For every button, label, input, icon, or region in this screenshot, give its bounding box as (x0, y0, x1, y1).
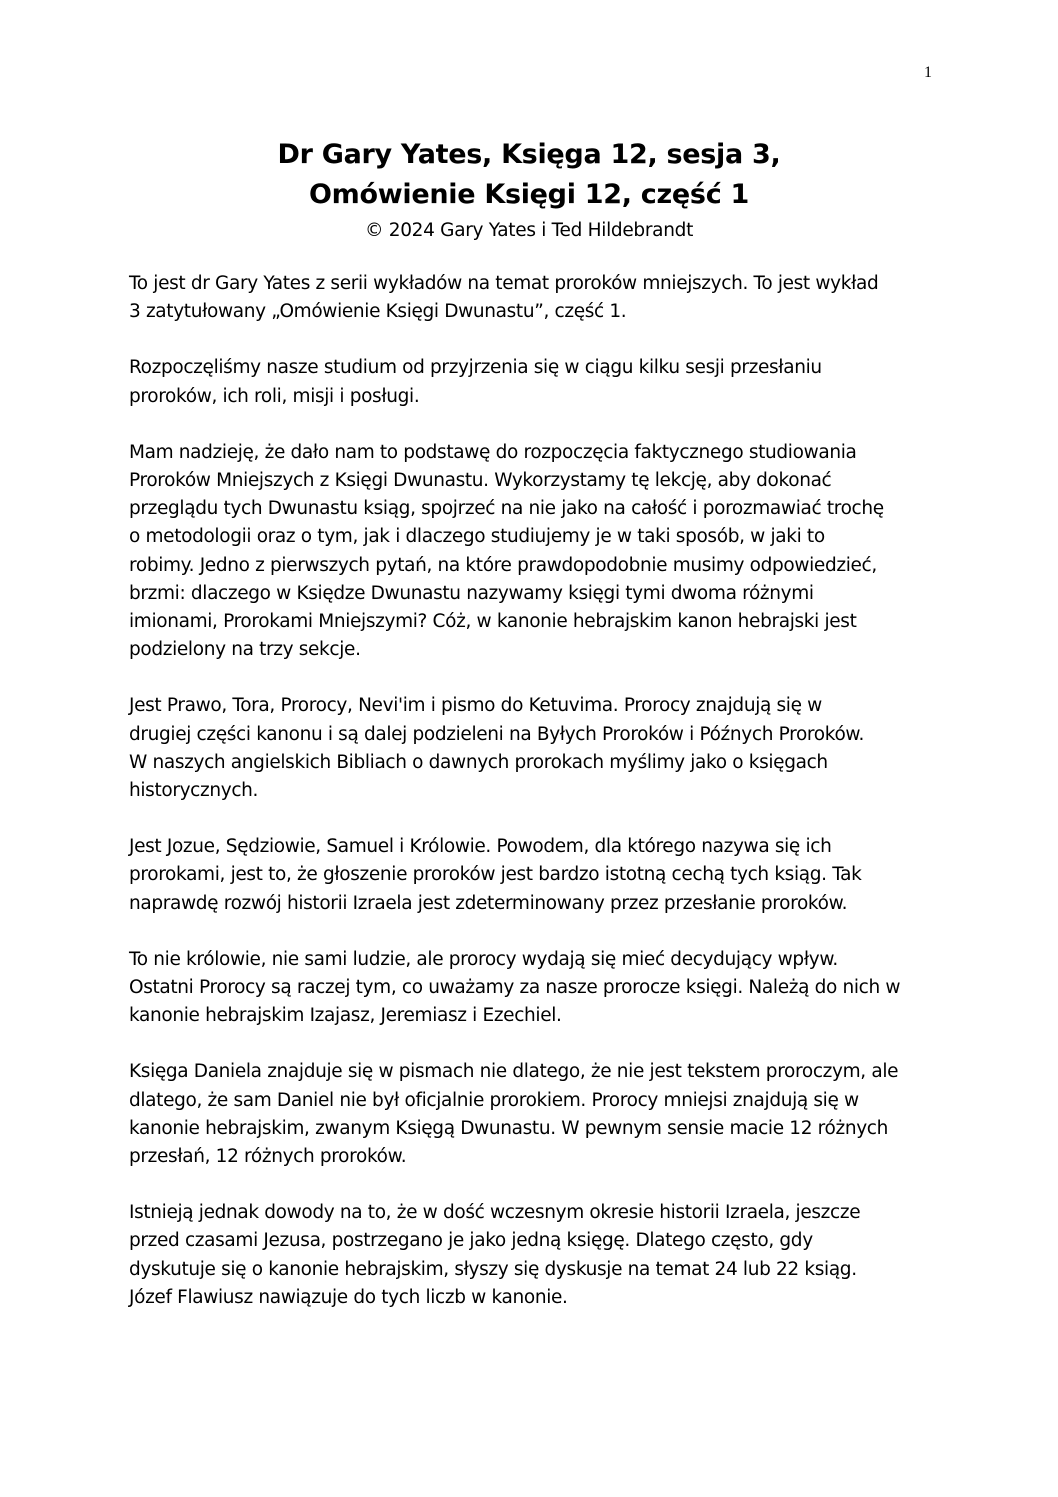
text-line: Księga Daniela znajduje się w pismach nie dlatego, że nie jest tekstem proroczym, ale (129, 1061, 899, 1083)
text-line: prorokami, jest to, że głoszenie proroków jest bardzo istotną cechą tych ksiąg. Tak (129, 864, 862, 886)
text-line: Istnieją jednak dowody na to, że w dość wczesnym okresie historii Izraela, jeszcze (129, 1202, 861, 1224)
text-line: imionami, Prorokami Mniejszymi? Cóż, w kanonie hebrajskim kanon hebrajski jest (129, 611, 857, 633)
text-line: To jest dr Gary Yates z serii wykładów na temat proroków mniejszych. To jest wykład (129, 273, 879, 294)
document-title (0, 135, 1058, 215)
text-line: Józef Flawiusz nawiązuje do tych liczb w kanonie. (129, 1286, 568, 1308)
text-line: kanonie hebrajskim Izajasz, Jeremiasz i Ezechiel. (129, 1005, 562, 1027)
text-line: przesłań, 12 różnych proroków. (129, 1146, 407, 1168)
text-line: dyskutuje się o kanonie hebrajskim, słyszy się dyskusje na temat 24 lub 22 ksiąg. (129, 1258, 857, 1280)
text-line: dlatego, że sam Daniel nie był oficjalnie prorokiem. Prorocy mniejsi znajdują się w (129, 1089, 859, 1111)
paragraph (129, 439, 934, 665)
title-line-1: Dr Gary Yates, Księga 12, sesja 3, (277, 139, 781, 170)
copyright-line: © 2024 Gary Yates i Ted Hildebrandt (364, 220, 694, 241)
text-line: naprawdę rozwój historii Izraela jest zdeterminowany przez przesłanie proroków. (129, 892, 848, 914)
text-line: 3 zatytułowany „Omówienie Księgi Dwunastu”, część 1. (129, 301, 627, 323)
title-line-2: Omówienie Księgi 12, część 1 (308, 179, 749, 210)
text-line: podzielony na trzy sekcje. (129, 639, 361, 661)
paragraph (129, 833, 934, 918)
text-line: przeglądu tych Dwunastu ksiąg, spojrzeć na nie jako na całość i porozmawiać trochę (129, 498, 884, 520)
page-number: 1 (924, 64, 932, 81)
paragraph (129, 1199, 934, 1312)
text-line: historycznych. (129, 780, 259, 802)
text-line: robimy. Jedno z pierwszych pytań, na które prawdopodobnie musimy odpowiedzieć, (129, 554, 877, 576)
text-line: W naszych angielskich Bibliach o dawnych prorokach myślimy jako o księgach (129, 751, 828, 773)
text-line: brzmi: dlaczego w Księdze Dwunastu nazywamy księgi tymi dwoma różnymi (129, 582, 814, 604)
paragraph (129, 692, 934, 805)
text-line: To nie królowie, nie sami ludzie, ale prorocy wydają się mieć decydujący wpływ. (129, 948, 838, 970)
paragraph (129, 354, 934, 410)
text-line: Mam nadzieję, że dało nam to podstawę do rozpoczęcia faktycznego studiowania (129, 441, 857, 463)
document-body (129, 270, 934, 1340)
text-line: Jest Jozue, Sędziowie, Samuel i Królowie. Powodem, dla którego nazywa się ich (129, 836, 832, 858)
text-line: przed czasami Jezusa, postrzegano je jako jedną księgę. Dlatego często, gdy (129, 1230, 813, 1252)
text-line: Rozpoczęliśmy nasze studium od przyjrzenia się w ciągu kilku sesji przesłaniu (129, 357, 822, 379)
text-line: drugiej części kanonu i są dalej podzieleni na Byłych Proroków i Późnych Proroków. (129, 723, 865, 745)
text-line: proroków, ich roli, misji i posługi. (129, 385, 420, 407)
text-line: o metodologii oraz o tym, jak i dlaczego studiujemy je w taki sposób, w jaki to (129, 526, 825, 548)
text-line: kanonie hebrajskim, zwanym Księgą Dwunastu. W pewnym sensie macie 12 różnych (129, 1117, 888, 1139)
text-line: Ostatni Prorocy są raczej tym, co uważamy za nasze prorocze księgi. Należą do nich w (129, 977, 901, 999)
paragraph (129, 1058, 934, 1171)
text-line: Jest Prawo, Tora, Prorocy, Nevi'im i pismo do Ketuvima. Prorocy znajdują się w (129, 695, 822, 717)
text-line: Proroków Mniejszych z Księgi Dwunastu. Wykorzystamy tę lekcję, aby dokonać (129, 470, 832, 492)
paragraph (129, 270, 934, 326)
paragraph (129, 946, 934, 1031)
